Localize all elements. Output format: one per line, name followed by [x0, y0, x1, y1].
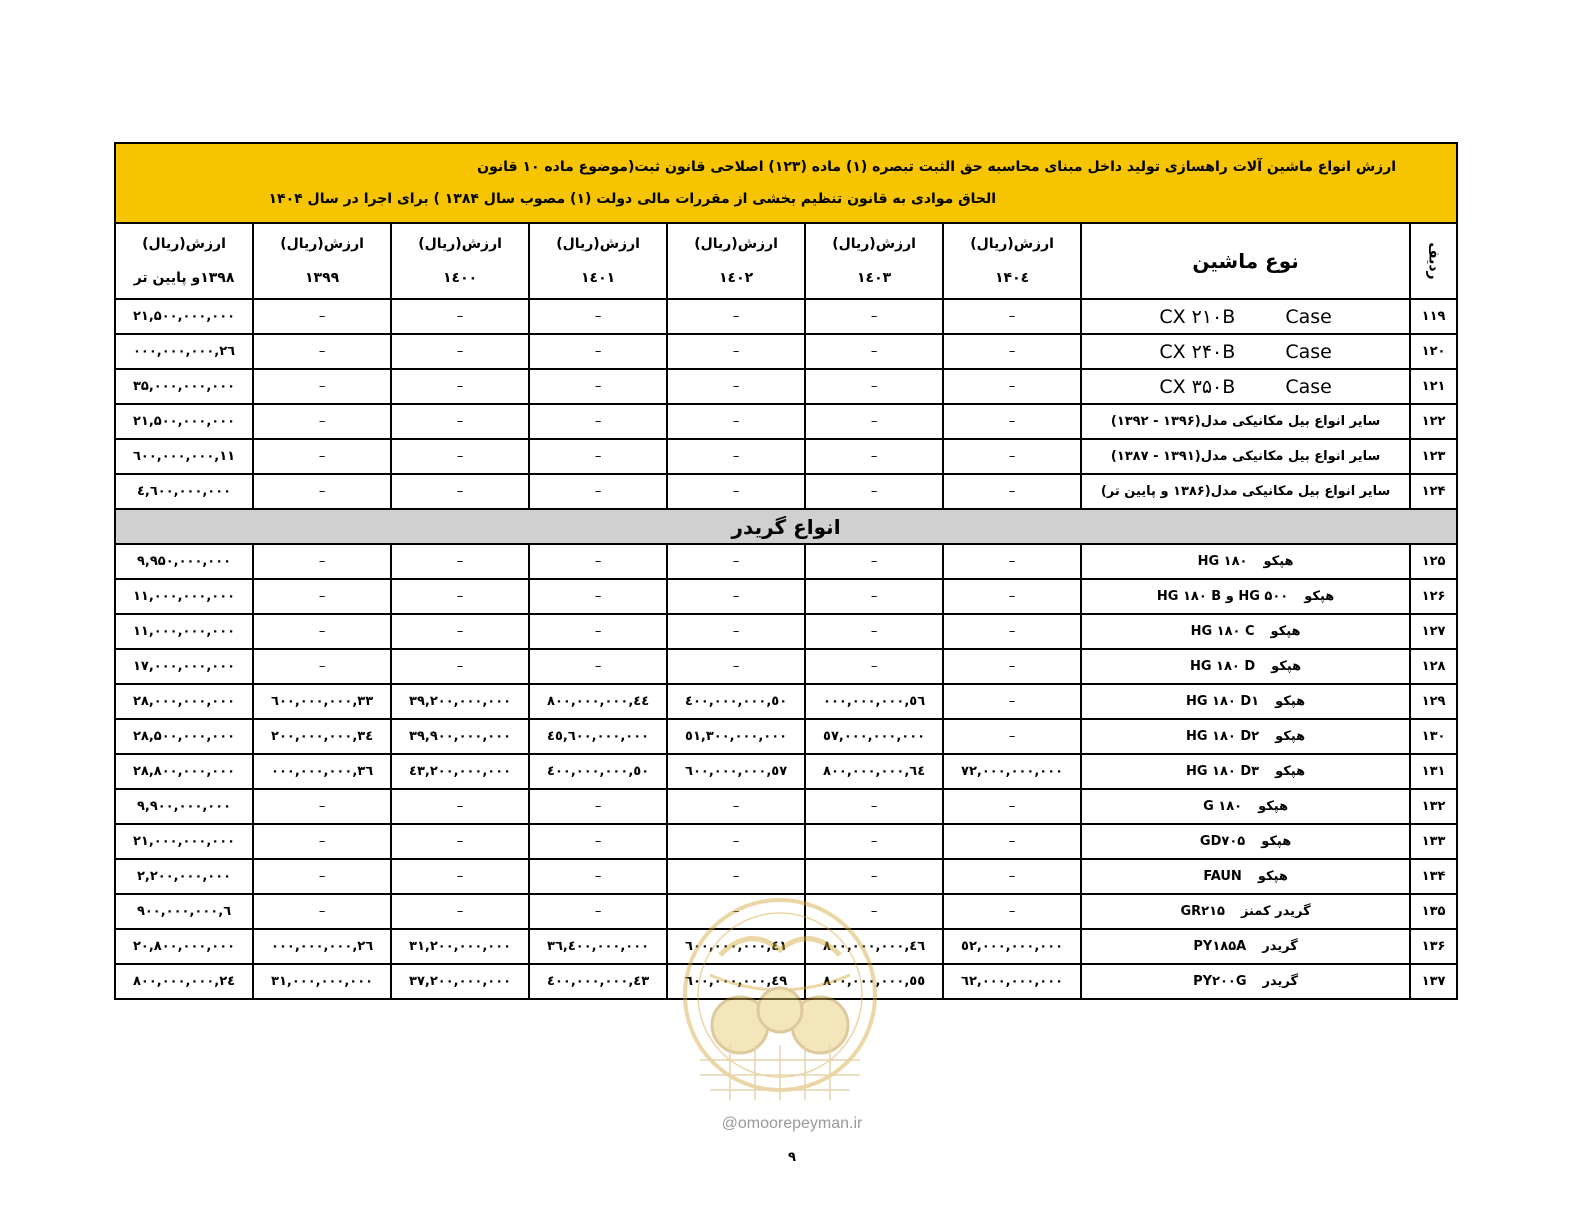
value-cell: ۳٦,۰۰۰,۰۰۰,۰۰۰: [253, 754, 391, 789]
table-row: [115, 964, 1457, 999]
table-row: [115, 929, 1457, 964]
value-cell: ۳٤,۲۰۰,۰۰۰,۰۰۰: [253, 719, 391, 754]
section-row: [115, 509, 1457, 544]
machine-brand: سایر انواع بیل مکانیکی مدل(۱۳۹۱ - ۱۳۸۷): [1110, 449, 1381, 464]
value-cell: –: [667, 369, 805, 404]
value-cell: –: [391, 474, 529, 509]
year-label: ۱۴۰٤: [994, 270, 1030, 286]
value-cell: –: [805, 334, 943, 369]
value-cell: –: [253, 579, 391, 614]
table-row: [115, 719, 1457, 754]
row-number: ۱۲۰: [1410, 334, 1457, 369]
value-cell: –: [391, 334, 529, 369]
row-number: ۱۲۸: [1410, 649, 1457, 684]
value-cell: –: [391, 404, 529, 439]
table-row: [115, 474, 1457, 509]
machine-name: [1081, 859, 1410, 894]
row-number: ۱۳۱: [1410, 754, 1457, 789]
value-cell: –: [253, 614, 391, 649]
value-cell: ٥۲,۰۰۰,۰۰۰,۰۰۰: [943, 929, 1081, 964]
value-cell: ۳۱,۰۰۰,۰۰۰,۰۰۰: [253, 964, 391, 999]
value-header-6: [115, 223, 253, 299]
machine-name: [1081, 299, 1410, 334]
table-row: [115, 404, 1457, 439]
value-cell: –: [529, 579, 667, 614]
row-number: ۱۱۹: [1410, 299, 1457, 334]
value-cell: ۳۱,۲۰۰,۰۰۰,۰۰۰: [391, 929, 529, 964]
machine-name: [1081, 614, 1410, 649]
value-cell: –: [529, 299, 667, 334]
value-cell: –: [529, 614, 667, 649]
value-cell: ٤٤,۸۰۰,۰۰۰,۰۰۰: [529, 684, 667, 719]
machine-brand: گریدر: [1262, 939, 1298, 954]
value-cell: –: [529, 404, 667, 439]
value-cell: –: [943, 544, 1081, 579]
table-row: [115, 439, 1457, 474]
row-number: ۱۲۲: [1410, 404, 1457, 439]
machine-brand: هپکو: [1304, 589, 1335, 604]
value-cell: –: [529, 859, 667, 894]
row-number: ۱۳۰: [1410, 719, 1457, 754]
machine-model: HG ۱۸۰ C: [1190, 624, 1255, 639]
machine-model: CX ۳۵۰B: [1159, 375, 1236, 398]
value-cell: –: [529, 439, 667, 474]
value-cell: ٤٥,٦۰۰,۰۰۰,۰۰۰: [529, 719, 667, 754]
value-cell: –: [253, 299, 391, 334]
value-cell: –: [943, 824, 1081, 859]
value-cell: –: [529, 649, 667, 684]
value-cell: –: [943, 334, 1081, 369]
machine-model: PY۱۸۵A: [1193, 939, 1247, 954]
value-cell: –: [529, 544, 667, 579]
machine-name: [1081, 369, 1410, 404]
value-cell: –: [667, 544, 805, 579]
value-cell: –: [391, 439, 529, 474]
machine-model: HG ۱۸۰ D۲: [1185, 729, 1260, 744]
value-cell: ٥۷,۰۰۰,۰۰۰,۰۰۰: [805, 719, 943, 754]
value-cell: ۳٦,٤۰۰,۰۰۰,۰۰۰: [529, 929, 667, 964]
value-cell: ۲,۲۰۰,۰۰۰,۰۰۰: [115, 859, 253, 894]
year-label: ۱٤۰۱: [580, 270, 616, 286]
machine-brand: Case: [1285, 375, 1332, 398]
value-label: ارزش(ریال): [832, 236, 916, 252]
machine-model: CX ۲۴۰B: [1159, 340, 1236, 363]
machine-brand: هپکو: [1258, 799, 1289, 814]
value-cell: –: [805, 474, 943, 509]
year-label: ۱٤۰۲: [718, 270, 754, 286]
value-cell: –: [391, 544, 529, 579]
value-cell: –: [805, 824, 943, 859]
machine-model: HG ۱۸۰ D۳: [1185, 764, 1260, 779]
machine-brand: هپکو: [1261, 834, 1292, 849]
table-row: [115, 894, 1457, 929]
machine-brand: سایر انواع بیل مکانیکی مدل(۱۳۹۶ - ۱۳۹۲): [1110, 414, 1381, 429]
table-row: [115, 789, 1457, 824]
table-title: [115, 143, 1457, 223]
value-cell: ٤,٦۰۰,۰۰۰,۰۰۰: [115, 474, 253, 509]
row-number: ۱۲۶: [1410, 579, 1457, 614]
value-cell: ٦٤,۸۰۰,۰۰۰,۰۰۰: [805, 754, 943, 789]
value-cell: –: [667, 649, 805, 684]
table-row: [115, 859, 1457, 894]
value-cell: –: [805, 439, 943, 474]
machine-name: [1081, 334, 1410, 369]
year-label: ۱٤۰۰: [442, 270, 478, 286]
value-cell: ۹,۹۰۰,۰۰۰,۰۰۰: [115, 789, 253, 824]
row-number: ۱۳۴: [1410, 859, 1457, 894]
value-cell: –: [253, 859, 391, 894]
value-cell: ۲۱,۵۰۰,۰۰۰,۰۰۰: [115, 299, 253, 334]
value-cell: –: [391, 579, 529, 614]
row-number: ۱۳۳: [1410, 824, 1457, 859]
row-number: ۱۳۶: [1410, 929, 1457, 964]
value-cell: –: [805, 579, 943, 614]
machine-model: HG ۱۸۰: [1197, 554, 1248, 569]
machine-model: GD۷۰۵: [1199, 834, 1246, 849]
value-cell: ۲۰,۸۰۰,۰۰۰,۰۰۰: [115, 929, 253, 964]
value-cell: ۹,۹۵۰,۰۰۰,۰۰۰: [115, 544, 253, 579]
year-label: ۱۳۹۹: [304, 270, 340, 286]
machine-name: [1081, 579, 1410, 614]
table-row: [115, 544, 1457, 579]
value-cell: –: [943, 894, 1081, 929]
machine-brand: سایر انواع بیل مکانیکی مدل(۱۳۸۶ و پایین تر): [1100, 484, 1391, 499]
value-cell: –: [805, 859, 943, 894]
machine-brand: هپکو: [1275, 764, 1306, 779]
table-row: [115, 649, 1457, 684]
machine-model: CX ۲۱۰B: [1159, 305, 1236, 328]
value-cell: –: [253, 334, 391, 369]
value-cell: ٤٦,۸۰۰,۰۰۰,۰۰۰: [805, 929, 943, 964]
year-label: ۱٤۰۳: [856, 270, 892, 286]
row-number: ۱۲۵: [1410, 544, 1457, 579]
machine-name: [1081, 894, 1410, 929]
machine-name: [1081, 929, 1410, 964]
machine-name: [1081, 404, 1410, 439]
machine-name: [1081, 474, 1410, 509]
value-cell: –: [667, 474, 805, 509]
value-cell: ۲۸,۰۰۰,۰۰۰,۰۰۰: [115, 684, 253, 719]
value-cell: –: [805, 894, 943, 929]
value-cell: ۱۱,۰۰۰,۰۰۰,۰۰۰: [115, 614, 253, 649]
value-cell: –: [943, 789, 1081, 824]
value-cell: ٤۱,٦۰۰,۰۰۰,۰۰۰: [667, 929, 805, 964]
machine-type-header: نوع ماشین: [1081, 223, 1410, 299]
value-cell: ٦,۹۰۰,۰۰۰,۰۰۰: [115, 894, 253, 929]
value-cell: –: [529, 894, 667, 929]
value-cell: ۳۹,۲۰۰,۰۰۰,۰۰۰: [391, 684, 529, 719]
table-row: [115, 579, 1457, 614]
value-cell: ۷۲,۰۰۰,۰۰۰,۰۰۰: [943, 754, 1081, 789]
row-number-header: ردیف: [1410, 223, 1457, 299]
value-cell: –: [529, 334, 667, 369]
page-number: ۹: [788, 1150, 796, 1165]
value-cell: –: [943, 369, 1081, 404]
value-cell: ۲٦,۰۰۰,۰۰۰,۰۰۰: [253, 929, 391, 964]
value-cell: –: [667, 299, 805, 334]
machine-brand: Case: [1285, 305, 1332, 328]
value-cell: –: [391, 859, 529, 894]
value-header-5: [253, 223, 391, 299]
value-label: ارزش(ریال): [418, 236, 502, 252]
year-label: ۱۳۹۸و پایین تر: [133, 270, 235, 286]
machine-brand: گریدر کمنز: [1240, 904, 1311, 919]
machine-name: [1081, 789, 1410, 824]
value-cell: ۳۳,٦۰۰,۰۰۰,۰۰۰: [253, 684, 391, 719]
value-cell: –: [253, 649, 391, 684]
value-cell: –: [667, 334, 805, 369]
value-cell: –: [253, 824, 391, 859]
value-cell: –: [391, 789, 529, 824]
value-cell: ۲٦,۰۰۰,۰۰۰,۰۰۰: [115, 334, 253, 369]
section-title: انواع گریدر: [115, 509, 1457, 544]
value-cell: –: [667, 439, 805, 474]
value-cell: –: [253, 404, 391, 439]
row-number: ۱۲۹: [1410, 684, 1457, 719]
row-number: ۱۳۵: [1410, 894, 1457, 929]
value-label: ارزش(ریال): [694, 236, 778, 252]
row-number: ۱۲۳: [1410, 439, 1457, 474]
title-line-2: الحاق موادی به قانون تنظیم بخشی از مقررات مالی دولت (۱) مصوب سال ۱۳۸۴ ) برای اجرا در سال ۱۴۰۴: [268, 191, 997, 207]
value-cell: –: [943, 859, 1081, 894]
value-cell: –: [667, 894, 805, 929]
value-cell: –: [943, 439, 1081, 474]
value-cell: ۳۷,۲۰۰,۰۰۰,۰۰۰: [391, 964, 529, 999]
value-cell: –: [943, 719, 1081, 754]
value-cell: ٥۰,٤۰۰,۰۰۰,۰۰۰: [667, 684, 805, 719]
value-cell: –: [391, 369, 529, 404]
row-number: ۱۲۱: [1410, 369, 1457, 404]
row-number: ۱۳۷: [1410, 964, 1457, 999]
value-header-3: [529, 223, 667, 299]
machine-name: [1081, 964, 1410, 999]
machine-name: [1081, 719, 1410, 754]
machine-brand: هپکو: [1257, 869, 1288, 884]
value-cell: ٥۷,٦۰۰,۰۰۰,۰۰۰: [667, 754, 805, 789]
title-line-1: ارزش انواع ماشین آلات راهسازی تولید داخل مبنای محاسبه حق الثبت تبصره (۱) ماده (۱۲۳) اصلاحی قانون ثبت(موضوع ماده ۱۰ قانون: [477, 159, 1397, 175]
value-cell: –: [253, 544, 391, 579]
value-cell: ۲۱,۰۰۰,۰۰۰,۰۰۰: [115, 824, 253, 859]
value-cell: –: [529, 474, 667, 509]
value-cell: ٥۱,۳۰۰,۰۰۰,۰۰۰: [667, 719, 805, 754]
value-cell: –: [253, 894, 391, 929]
row-number: ۱۲۷: [1410, 614, 1457, 649]
value-cell: –: [943, 614, 1081, 649]
machine-model: GR۲۱۵: [1180, 904, 1225, 919]
value-cell: –: [253, 474, 391, 509]
value-label: ارزش(ریال): [556, 236, 640, 252]
value-cell: –: [943, 299, 1081, 334]
value-cell: –: [943, 474, 1081, 509]
value-cell: ۲۱,۵۰۰,۰۰۰,۰۰۰: [115, 404, 253, 439]
value-cell: ۲۸,۸۰۰,۰۰۰,۰۰۰: [115, 754, 253, 789]
table-row: [115, 614, 1457, 649]
table-row: [115, 754, 1457, 789]
table-row: [115, 684, 1457, 719]
value-cell: ۱۷,۰۰۰,۰۰۰,۰۰۰: [115, 649, 253, 684]
machine-brand: Case: [1285, 340, 1332, 363]
value-cell: –: [943, 579, 1081, 614]
machine-name: [1081, 544, 1410, 579]
footer-website: @omoorepeyman.ir: [721, 1115, 863, 1132]
value-cell: –: [667, 789, 805, 824]
value-cell: –: [943, 684, 1081, 719]
value-header-2: [667, 223, 805, 299]
table-row: [115, 824, 1457, 859]
value-cell: –: [391, 614, 529, 649]
table-row: [115, 334, 1457, 369]
value-header-4: [391, 223, 529, 299]
value-label: ارزش(ریال): [280, 236, 364, 252]
value-cell: ۲٤,۸۰۰,۰۰۰,۰۰۰: [115, 964, 253, 999]
value-header-1: [805, 223, 943, 299]
value-cell: ٥۰,٤۰۰,۰۰۰,۰۰۰: [529, 754, 667, 789]
value-cell: –: [943, 404, 1081, 439]
value-cell: ۱۱,۰۰۰,۰۰۰,۰۰۰: [115, 579, 253, 614]
value-cell: –: [529, 824, 667, 859]
value-cell: –: [253, 789, 391, 824]
machine-brand: گریدر: [1262, 974, 1299, 989]
value-cell: –: [805, 649, 943, 684]
table-row: [115, 299, 1457, 334]
value-cell: –: [805, 369, 943, 404]
machine-brand: هپکو: [1270, 624, 1301, 639]
machine-name: [1081, 684, 1410, 719]
value-cell: ٦۲,۰۰۰,۰۰۰,۰۰۰: [943, 964, 1081, 999]
machine-model: FAUN: [1203, 869, 1242, 884]
value-cell: –: [253, 439, 391, 474]
value-cell: –: [667, 614, 805, 649]
value-cell: ۱۱,٦۰۰,۰۰۰,۰۰۰: [115, 439, 253, 474]
machine-model: HG ۱۸۰ D: [1189, 659, 1256, 674]
machine-brand: هپکو: [1275, 694, 1306, 709]
value-cell: ۲۸,۵۰۰,۰۰۰,۰۰۰: [115, 719, 253, 754]
value-cell: –: [529, 789, 667, 824]
row-number: ۱۲۴: [1410, 474, 1457, 509]
value-header-0: [943, 223, 1081, 299]
machine-brand: هپکو: [1271, 659, 1302, 674]
value-cell: –: [943, 649, 1081, 684]
value-table: [114, 142, 1458, 1000]
value-cell: ٥٦,۰۰۰,۰۰۰,۰۰۰: [805, 684, 943, 719]
value-cell: –: [529, 369, 667, 404]
value-cell: –: [805, 299, 943, 334]
value-cell: –: [667, 859, 805, 894]
value-cell: –: [667, 824, 805, 859]
machine-name: [1081, 824, 1410, 859]
machine-name: [1081, 754, 1410, 789]
header-row: [115, 223, 1457, 299]
value-cell: –: [805, 789, 943, 824]
machine-model: G ۱۸۰: [1203, 799, 1243, 814]
machine-brand: هپکو: [1263, 554, 1294, 569]
value-cell: –: [805, 544, 943, 579]
table-row: [115, 369, 1457, 404]
value-cell: –: [805, 404, 943, 439]
value-cell: ٤۹,٦۰۰,۰۰۰,۰۰۰: [667, 964, 805, 999]
value-label: ارزش(ریال): [142, 236, 226, 252]
value-cell: ٥٥,۸۰۰,۰۰۰,۰۰۰: [805, 964, 943, 999]
machine-model: HG ۱۸۰ D۱: [1185, 694, 1260, 709]
value-label: ارزش(ریال): [970, 236, 1054, 252]
value-cell: –: [667, 579, 805, 614]
row-number: ۱۳۲: [1410, 789, 1457, 824]
value-cell: –: [391, 824, 529, 859]
value-cell: ۳۵,۰۰۰,۰۰۰,۰۰۰: [115, 369, 253, 404]
machine-model: PY۲۰۰G: [1193, 974, 1247, 989]
value-cell: ۳۹,۹۰۰,۰۰۰,۰۰۰: [391, 719, 529, 754]
machine-name: [1081, 649, 1410, 684]
machine-name: [1081, 439, 1410, 474]
value-cell: ٤۳,٤۰۰,۰۰۰,۰۰۰: [529, 964, 667, 999]
value-cell: –: [667, 404, 805, 439]
value-cell: ٤۳,۲۰۰,۰۰۰,۰۰۰: [391, 754, 529, 789]
value-cell: –: [253, 369, 391, 404]
machine-model: HG ۱۸۰ B و HG ۵۰۰: [1156, 589, 1289, 604]
value-cell: –: [391, 649, 529, 684]
value-cell: –: [391, 894, 529, 929]
value-cell: –: [805, 614, 943, 649]
machine-brand: هپکو: [1275, 729, 1306, 744]
value-cell: –: [391, 299, 529, 334]
